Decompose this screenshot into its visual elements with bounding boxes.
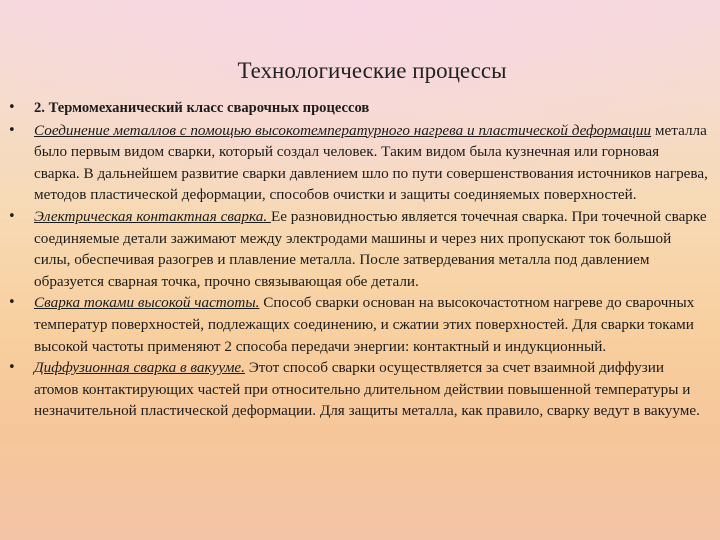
bullet-icon: • (8, 122, 16, 138)
item-lead: Соединение металлов с помощью высокотемпературного нагрева и пластической деформации (34, 121, 652, 139)
slide-title: Технологические процессы (237, 58, 507, 83)
list-item (8, 292, 708, 357)
item-text: Ее разновидностью является точечная сварка. При точечной сварке соединяемые детали зажимают между электродами машины и через них пропускают ток большой силы, обеспечивая разогрев и плавление металла. После затвердевания металла под давлением образуется сварная точка, прочно связывающая обе детали. (34, 207, 707, 290)
item-text: Способ сварки основан на высокочастотном нагреве до сварочных температур поверхностей, подлежащих соединению, и сжатии этих поверхностей. Для сварки токами высокой частоты применяют 2 способа передачи энергии: контактный и индукционный. (34, 294, 695, 355)
bullet-icon: • (8, 208, 16, 224)
bullet-list (8, 97, 708, 422)
item-text: Этот способ сварки осуществляется за счет взаимной диффузии атомов контактирующих частей при относительно длительном действии повышенной температуры и незначительной пластической деформации. Для защиты металла, как правило, сварку ведут в вакууме. (34, 359, 700, 420)
bullet-icon: • (8, 100, 16, 115)
item-lead: Электрическая контактная сварка. (34, 207, 271, 225)
bullet-icon: • (8, 295, 16, 311)
item-lead: Сварка токами высокой частоты. (34, 294, 260, 312)
bullet-icon: • (8, 360, 16, 376)
section-heading: 2. Термомеханический класс сварочных процессов (34, 100, 370, 116)
list-item (8, 97, 708, 120)
list-item (8, 120, 708, 206)
list-item (8, 206, 708, 292)
list-item (8, 357, 708, 422)
item-lead: Диффузионная сварка в вакууме. (34, 359, 245, 377)
item-text: металла было первым видом сварки, который создал человек. Таким видом была кузнечная или горновая сварка. В дальнейшем развитие сварки давлением шло по пути совершенствования источников нагрева, методов пластической деформации, способов очистки и защиты соединяемых поверхностей. (34, 121, 708, 204)
